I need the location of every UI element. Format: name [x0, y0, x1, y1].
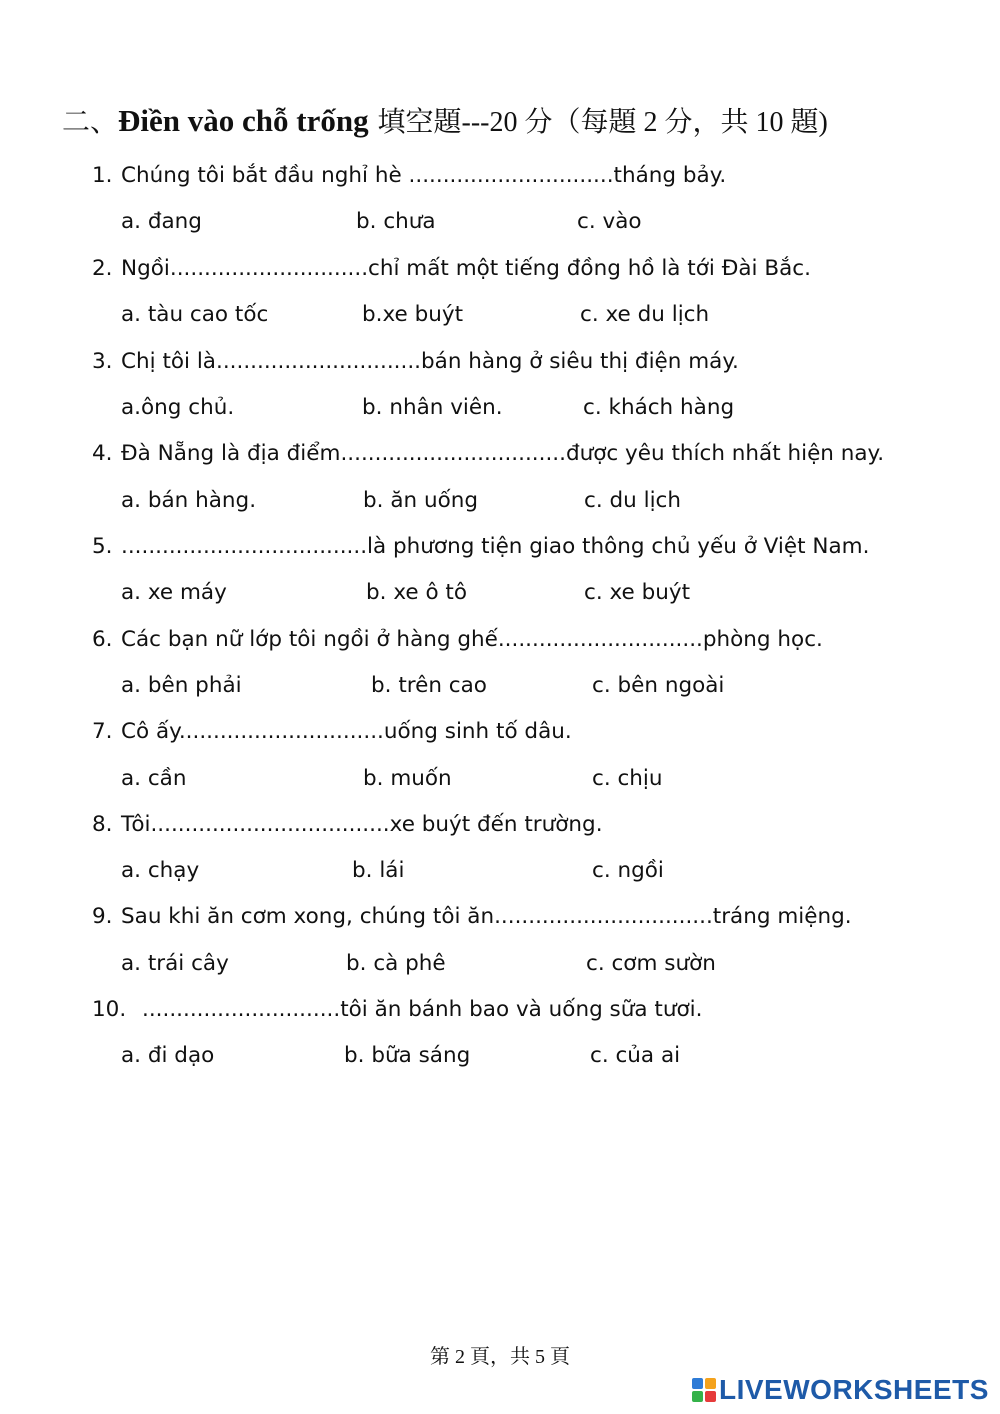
option-a: a. bán hàng. — [121, 488, 257, 513]
question-number: 6. — [92, 627, 113, 652]
option-a: a. đi dạo — [121, 1043, 215, 1068]
section-subtitle: 填空題---20 分（每題 2 分，共 10 題) — [377, 107, 828, 138]
option-b: b. muốn — [363, 766, 452, 791]
question-number: 4. — [92, 441, 113, 466]
option-a: a. bên phải — [121, 673, 242, 698]
question-text: Các bạn nữ lớp tôi ngồi ở hàng ghế..............................phòng học. — [121, 627, 823, 652]
option-b: b. trên cao — [371, 673, 487, 698]
question-text: Ngồi.............................chỉ mất một tiếng đồng hồ là tới Đài Bắc. — [121, 256, 811, 281]
option-a: a. cần — [121, 766, 187, 791]
question-number: 9. — [92, 904, 113, 929]
liveworksheets-logo[interactable] — [692, 1373, 989, 1407]
option-b: b. ăn uống — [363, 488, 479, 513]
question-number: 3. — [92, 349, 113, 374]
question-number: 2. — [92, 256, 113, 281]
question-6 — [92, 627, 823, 652]
question-number: 5. — [92, 534, 113, 559]
question-text: ....................................là phương tiện giao thông chủ yếu ở Việt Nam. — [121, 534, 870, 559]
question-text: Tôi...................................xe buýt đến trường. — [121, 812, 603, 837]
question-text: Chị tôi là..............................bán hàng ở siêu thị điện máy. — [121, 349, 739, 374]
question-number: 1. — [92, 163, 113, 188]
option-c: c. xe du lịch — [580, 302, 710, 327]
option-a: a. tàu cao tốc — [121, 302, 269, 327]
option-b: b. cà phê — [346, 951, 446, 976]
question-7 — [92, 719, 572, 744]
option-b: b.xe buýt — [362, 302, 464, 327]
option-c: c. vào — [577, 209, 642, 234]
option-b: b. lái — [352, 858, 405, 883]
option-a: a.ông chủ. — [121, 395, 235, 420]
question-text: Cô ấy..............................uống sinh tố dâu. — [121, 719, 572, 744]
question-number: 10. — [92, 997, 127, 1022]
section-title: Điền vào chỗ trống — [118, 103, 369, 138]
option-c: c. cơm sườn — [586, 951, 716, 976]
question-text: .............................tôi ăn bánh bao và uống sữa tươi. — [142, 997, 703, 1022]
section-heading — [62, 100, 828, 140]
question-5 — [92, 534, 869, 559]
logo-block-v — [692, 1391, 703, 1402]
question-10 — [92, 997, 702, 1022]
page-number: 第 2 頁，共 5 頁 — [430, 1346, 570, 1368]
option-c: c. ngồi — [592, 858, 664, 883]
question-1 — [92, 163, 726, 188]
option-c: c. khách hàng — [583, 395, 735, 420]
option-b: b. xe ô tô — [366, 580, 468, 605]
option-b: b. bữa sáng — [344, 1043, 471, 1068]
brand-name: LIVEWORKSHEETS — [719, 1374, 989, 1405]
question-3 — [92, 349, 739, 374]
logo-block-i — [705, 1378, 716, 1389]
question-text: Đà Nẵng là địa điểm.................................được yêu thích nhất hiện nay. — [121, 441, 885, 466]
option-c: c. du lịch — [584, 488, 681, 513]
option-a: a. đang — [121, 209, 202, 234]
logo-block-l — [692, 1378, 703, 1389]
option-c: c. bên ngoài — [592, 673, 725, 698]
question-number: 8. — [92, 812, 113, 837]
question-text: Sau khi ăn cơm xong, chúng tôi ăn................................tráng miệng. — [121, 904, 852, 929]
question-number: 7. — [92, 719, 113, 744]
option-b: b. chưa — [356, 209, 436, 234]
section-number: 二、 — [62, 105, 119, 138]
logo-blocks-icon — [692, 1378, 716, 1402]
option-c: c. xe buýt — [584, 580, 691, 605]
option-c: c. chịu — [592, 766, 663, 791]
option-c: c. của ai — [590, 1043, 681, 1068]
question-2 — [92, 256, 811, 281]
option-b: b. nhân viên. — [362, 395, 503, 420]
option-a: a. chạy — [121, 858, 200, 883]
option-a: a. trái cây — [121, 951, 229, 976]
logo-block-e — [705, 1391, 716, 1402]
question-4 — [92, 441, 884, 466]
question-text: Chúng tôi bắt đầu nghỉ hè ..............................tháng bảy. — [121, 163, 727, 188]
question-8 — [92, 812, 603, 837]
question-9 — [92, 904, 852, 929]
option-a: a. xe máy — [121, 580, 227, 605]
